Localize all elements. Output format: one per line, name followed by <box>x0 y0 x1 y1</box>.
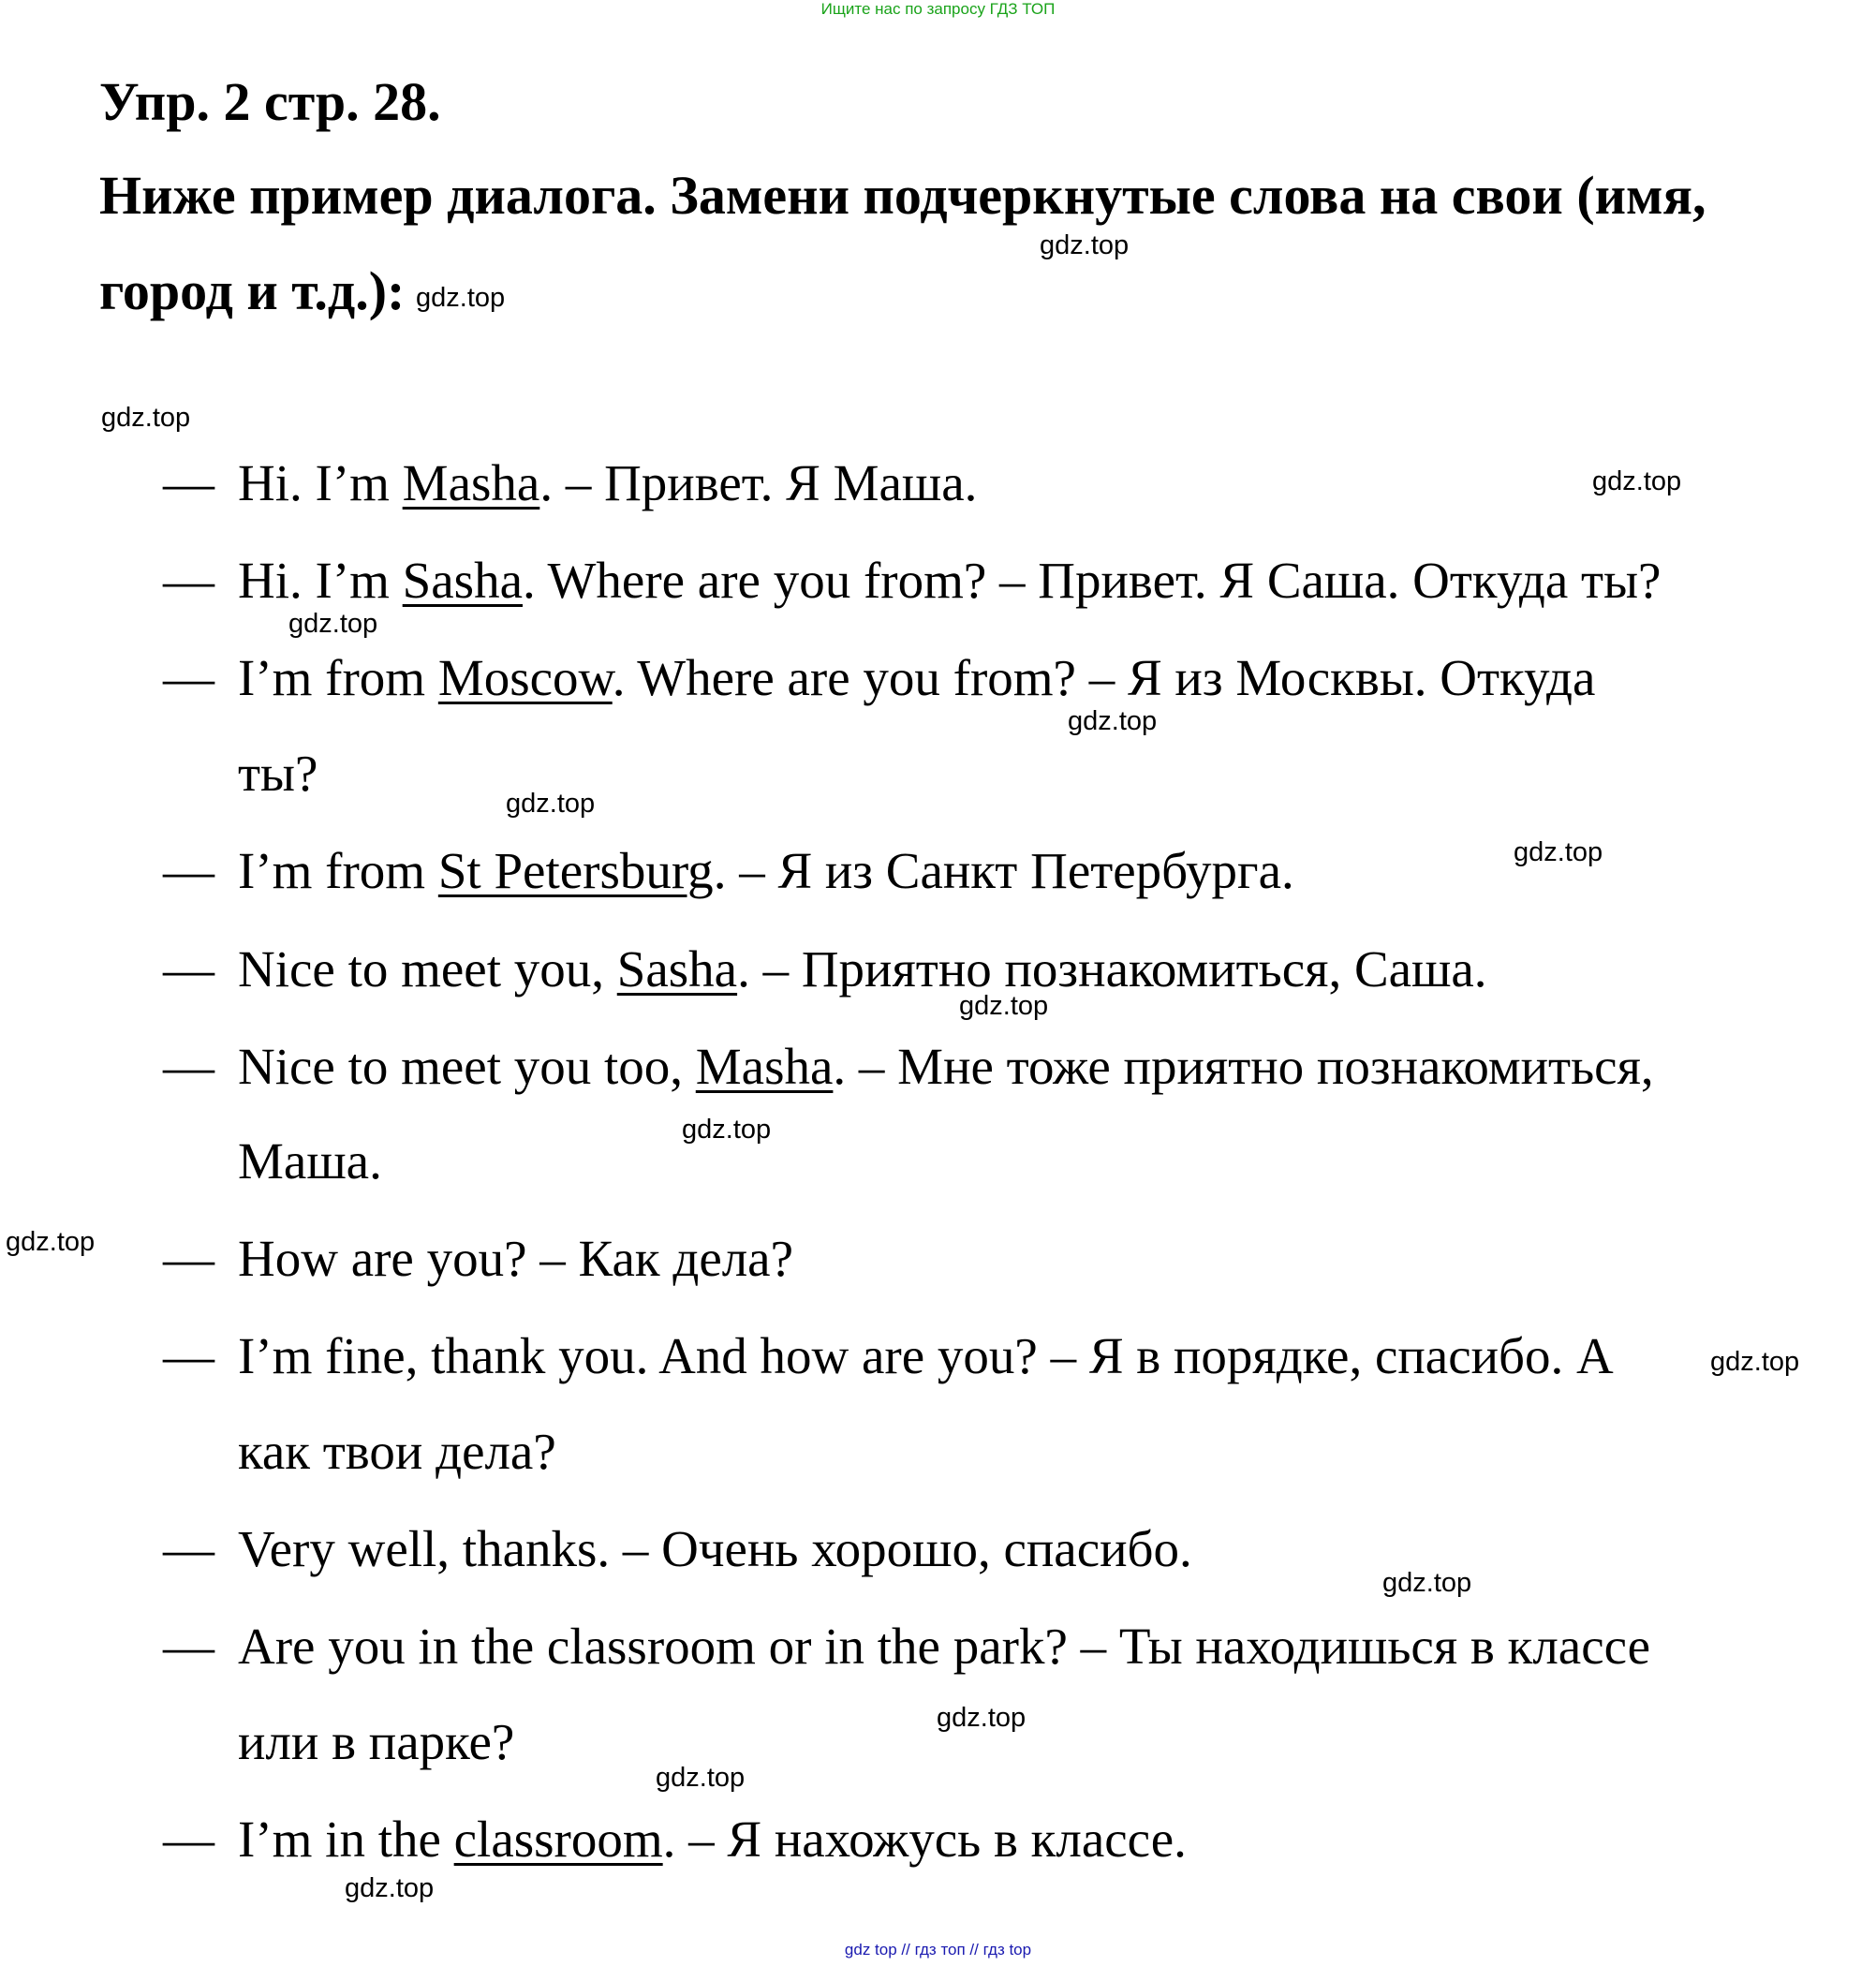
watermark: gdz.top <box>506 789 596 819</box>
watermark: gdz.top <box>1068 706 1158 736</box>
top-search-note: Ищите нас по запросу ГДЗ ТОП <box>820 0 1056 18</box>
dialogue-line-2: — Hi. I’m Sasha. Where are you from? – Привет. Я Саша. Откуда ты? <box>163 552 1662 609</box>
dash: — <box>163 1327 214 1384</box>
underlined-word: Moscow <box>437 649 613 706</box>
watermark: gdz.top <box>101 403 191 433</box>
watermark: gdz.top <box>288 609 378 639</box>
dash: — <box>163 940 214 998</box>
watermark: gdz.top <box>6 1227 96 1257</box>
dialogue-line-3-continued: ты? <box>238 745 318 802</box>
watermark: gdz.top <box>959 991 1049 1021</box>
dash: — <box>163 552 214 609</box>
watermark: gdz.top <box>1382 1568 1472 1598</box>
instruction-line-2: город и т.д.): <box>99 260 406 321</box>
underlined-word: Sasha <box>616 940 738 998</box>
dash: — <box>163 1230 214 1287</box>
underlined-word: Sasha <box>402 552 523 609</box>
watermark: gdz.top <box>1040 230 1130 260</box>
watermark: gdz.top <box>682 1115 772 1145</box>
dialogue-line-10-continued: или в парке? <box>238 1713 515 1770</box>
exercise-title: Упр. 2 стр. 28. <box>99 71 441 132</box>
underlined-word: Masha <box>402 454 540 511</box>
footer-watermark: gdz top // гдз топ // гдз top <box>844 1941 1032 1959</box>
dialogue-line-4: — I’m from St Petersburg. – Я из Санкт Петербурга. <box>163 842 1294 899</box>
watermark: gdz.top <box>1514 837 1603 867</box>
dialogue-line-8: — I’m fine, thank you. And how are you? – Я в порядке, спасибо. А <box>163 1327 1614 1384</box>
watermark: gdz.top <box>937 1703 1027 1733</box>
dialogue-line-3: — I’m from Moscow. Where are you from? – Я из Москвы. Откуда <box>163 649 1596 706</box>
dialogue-line-8-continued: как твои дела? <box>238 1423 556 1480</box>
watermark: gdz.top <box>1710 1347 1800 1377</box>
dash: — <box>163 1038 214 1095</box>
watermark: gdz.top <box>345 1873 435 1903</box>
dash: — <box>163 454 214 511</box>
watermark: gdz.top <box>656 1763 746 1793</box>
dash: — <box>163 1520 214 1577</box>
dash: — <box>163 1811 214 1868</box>
dialogue-line-6-continued: Маша. <box>238 1132 382 1190</box>
underlined-word: classroom <box>453 1811 663 1868</box>
dialogue-line-5: — Nice to meet you, Sasha. – Приятно познакомиться, Саша. <box>163 940 1487 998</box>
dash: — <box>163 1618 214 1675</box>
dialogue-line-9: — Very well, thanks. – Очень хорошо, спасибо. <box>163 1520 1192 1577</box>
watermark: gdz.top <box>416 283 506 313</box>
dash: — <box>163 649 214 706</box>
dialogue-line-1: — Hi. I’m Masha. – Привет. Я Маша. <box>163 454 978 511</box>
watermark: gdz.top <box>1592 466 1682 496</box>
instruction-line-1: Ниже пример диалога. Замени подчеркнутые слова на свои (имя, <box>99 165 1706 226</box>
dialogue-line-10: — Are you in the classroom or in the park? – Ты находишься в классе <box>163 1618 1651 1675</box>
dialogue-line-7: — How are you? – Как дела? <box>163 1230 793 1287</box>
underlined-word: Masha <box>695 1038 834 1095</box>
dialogue-line-11: — I’m in the classroom. – Я нахожусь в классе. <box>163 1811 1187 1868</box>
underlined-word: St Petersburg <box>437 842 714 899</box>
dash: — <box>163 842 214 899</box>
dialogue-line-6: — Nice to meet you too, Masha. – Мне тоже приятно познакомиться, <box>163 1038 1654 1095</box>
